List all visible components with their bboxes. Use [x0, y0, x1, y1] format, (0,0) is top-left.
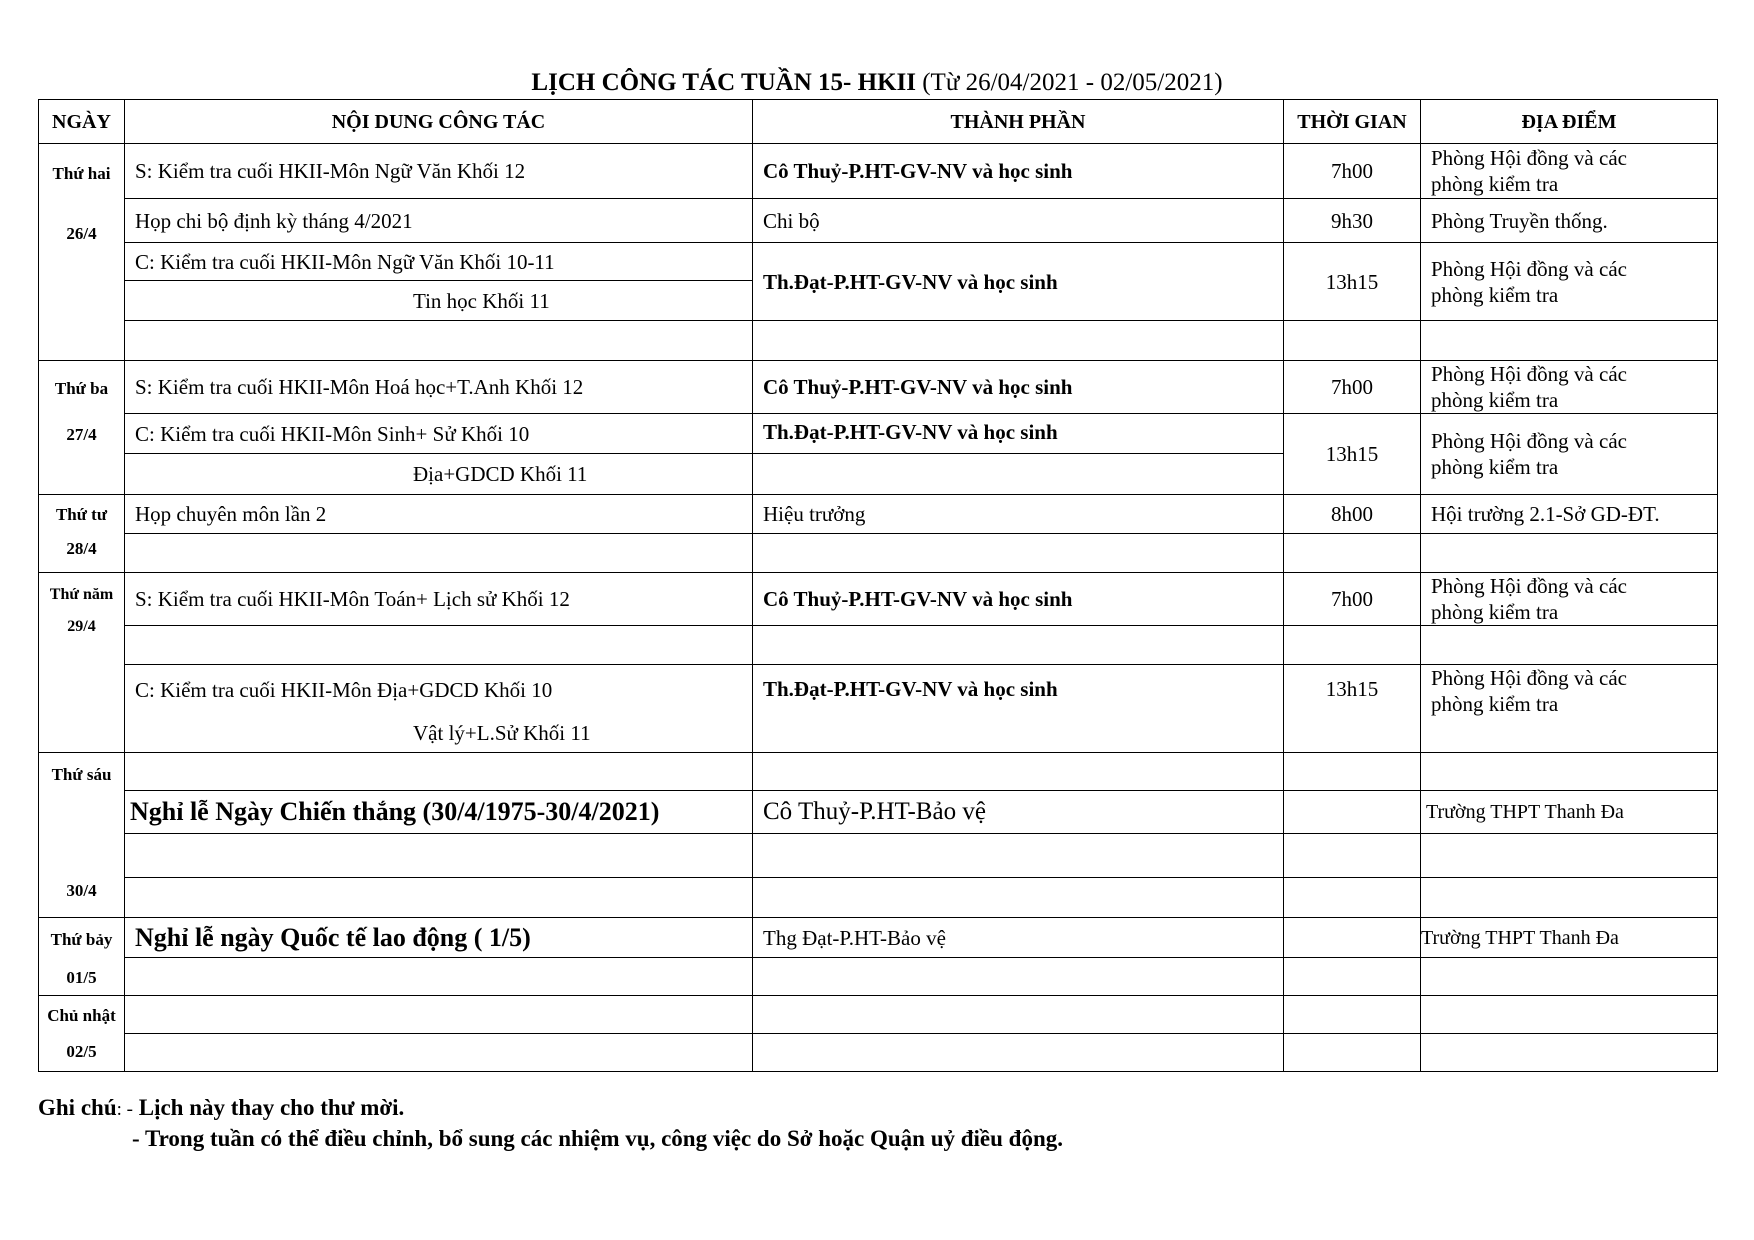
empty-cell — [1284, 321, 1421, 361]
table-row — [39, 414, 1718, 454]
day-cell-sun — [39, 996, 125, 1072]
note-line-2: - Trong tuần có thể điều chỉnh, bổ sung các nhiệm vụ, công việc do Sở hoặc Quận uỷ điều động. — [132, 1126, 1064, 1151]
empty-cell — [1421, 834, 1718, 878]
day-date: 28/4 — [66, 539, 97, 558]
place-line: Phòng Hội đồng và các — [1431, 574, 1627, 598]
place-line: phòng kiểm tra — [1431, 455, 1559, 479]
day-cell-mon — [39, 144, 125, 361]
place-cell: Trường THPT Thanh Đa — [1421, 918, 1718, 958]
place-cell — [1421, 665, 1718, 753]
day-name: Thứ ba — [54, 379, 109, 398]
empty-cell — [1284, 834, 1421, 878]
place-cell: Trường THPT Thanh Đa — [1421, 791, 1718, 834]
empty-cell — [1421, 958, 1718, 996]
table-row — [39, 791, 1718, 834]
time-cell: 7h00 — [1284, 573, 1421, 626]
page-title — [0, 68, 1754, 98]
place-line: phòng kiểm tra — [1431, 600, 1559, 624]
note-line-1 — [38, 1092, 404, 1126]
day-date: 02/5 — [66, 1042, 97, 1061]
day-cell-tue — [39, 361, 125, 495]
place-line: phòng kiểm tra — [1431, 692, 1559, 716]
time-cell: 13h15 — [1284, 243, 1421, 321]
day-name: Thứ năm — [49, 586, 114, 603]
place-line: phòng kiểm tra — [1431, 282, 1559, 307]
table-row — [39, 573, 1718, 626]
time-cell: 13h15 — [1284, 414, 1421, 495]
place-cell: Phòng Truyền thống. — [1421, 199, 1718, 243]
members-cell: Th.Đạt-P.HT-GV-NV và học sinh — [753, 665, 1284, 753]
place-line: Phòng Hội đồng và các — [1431, 429, 1627, 453]
content-cell: S: Kiểm tra cuối HKII-Môn Hoá học+T.Anh Khối 12 — [125, 361, 753, 414]
content-cell: C: Kiểm tra cuối HKII-Môn Ngữ Văn Khối 10-11 — [125, 243, 753, 281]
table-row — [39, 665, 1718, 715]
table-row — [39, 361, 1718, 414]
day-date: 29/4 — [67, 618, 96, 635]
table-row — [39, 144, 1718, 199]
empty-cell — [753, 753, 1284, 791]
empty-cell — [125, 834, 753, 878]
empty-cell — [1284, 918, 1421, 958]
day-cell-wed — [39, 495, 125, 573]
header-row — [39, 100, 1718, 144]
empty-cell — [125, 958, 753, 996]
empty-cell — [125, 534, 753, 573]
schedule-table — [38, 99, 1718, 1072]
table-row — [39, 878, 1718, 918]
empty-cell — [125, 878, 753, 918]
table-row — [39, 918, 1718, 958]
content-cell: Vật lý+L.Sử Khối 11 — [125, 715, 753, 753]
day-name: Thứ bảy — [50, 930, 113, 949]
empty-cell — [753, 834, 1284, 878]
empty-cell — [1284, 958, 1421, 996]
empty-cell — [753, 878, 1284, 918]
table-row — [39, 199, 1718, 243]
empty-cell — [1284, 626, 1421, 665]
empty-cell — [753, 1034, 1284, 1072]
time-cell: 8h00 — [1284, 495, 1421, 534]
place-line: phòng kiểm tra — [1431, 388, 1559, 412]
empty-cell — [1284, 753, 1421, 791]
place-cell: Hội trường 2.1-Sở GD-ĐT. — [1421, 495, 1718, 534]
day-name: Thứ sáu — [51, 765, 112, 784]
content-cell: S: Kiểm tra cuối HKII-Môn Toán+ Lịch sử Khối 12 — [125, 573, 753, 626]
empty-cell — [1421, 321, 1718, 361]
content-cell: S: Kiểm tra cuối HKII-Môn Ngữ Văn Khối 12 — [125, 144, 753, 199]
content-cell: Họp chuyên môn lần 2 — [125, 495, 753, 534]
content-cell: Địa+GDCD Khối 11 — [125, 454, 753, 495]
content-cell: C: Kiểm tra cuối HKII-Môn Sinh+ Sử Khối 10 — [125, 414, 753, 454]
empty-cell — [1284, 1034, 1421, 1072]
place-cell — [1421, 414, 1718, 495]
members-cell: Thg Đạt-P.HT-Bảo vệ — [753, 918, 1284, 958]
day-date: 27/4 — [66, 425, 97, 444]
content-cell: Nghỉ lễ Ngày Chiến thắng (30/4/1975-30/4/2021) — [125, 791, 753, 834]
table-row — [39, 996, 1718, 1034]
header-content: NỘI DUNG CÔNG TÁC — [125, 100, 753, 144]
empty-cell — [1421, 996, 1718, 1034]
empty-cell — [1421, 534, 1718, 573]
day-cell-fri — [39, 753, 125, 918]
place-cell — [1421, 361, 1718, 414]
day-cell-thu — [39, 573, 125, 753]
empty-cell — [1284, 534, 1421, 573]
empty-cell — [1284, 996, 1421, 1034]
empty-cell — [753, 996, 1284, 1034]
time-cell: 7h00 — [1284, 144, 1421, 199]
place-line: Phòng Hội đồng và các — [1431, 362, 1627, 386]
empty-cell — [753, 321, 1284, 361]
time-cell: 7h00 — [1284, 361, 1421, 414]
note-separator: : - — [116, 1099, 133, 1120]
day-date: 26/4 — [66, 224, 97, 243]
title-range: (Từ 26/04/2021 - 02/05/2021) — [922, 69, 1223, 96]
day-name: Thứ tư — [55, 505, 108, 524]
empty-cell — [125, 626, 753, 665]
members-cell: Cô Thuỷ-P.HT-GV-NV và học sinh — [753, 573, 1284, 626]
title-main: LỊCH CÔNG TÁC TUẦN 15- HKII — [531, 69, 916, 96]
note-label: Ghi chú — [38, 1095, 117, 1120]
table-row — [39, 1034, 1718, 1072]
header-time: THỜI GIAN — [1284, 100, 1421, 144]
members-cell: Th.Đạt-P.HT-GV-NV và học sinh — [753, 243, 1284, 321]
empty-cell — [1421, 878, 1718, 918]
table-row — [39, 534, 1718, 573]
place-cell — [1421, 573, 1718, 626]
time-cell: 13h15 — [1284, 665, 1421, 753]
place-line: Phòng Hội đồng và các — [1431, 256, 1627, 281]
empty-cell — [753, 534, 1284, 573]
day-date: 01/5 — [66, 968, 97, 987]
day-name: Chủ nhật — [47, 1006, 116, 1025]
content-cell: Họp chi bộ định kỳ tháng 4/2021 — [125, 199, 753, 243]
members-cell: Cô Thuỷ-P.HT-GV-NV và học sinh — [753, 144, 1284, 199]
table-row — [39, 321, 1718, 361]
empty-cell — [1284, 791, 1421, 834]
table-row — [39, 753, 1718, 791]
day-name: Thứ hai — [52, 164, 111, 183]
table-row — [39, 834, 1718, 878]
header-place: ĐỊA ĐIỂM — [1421, 100, 1718, 144]
empty-cell — [125, 753, 753, 791]
empty-cell — [1421, 626, 1718, 665]
table-row — [39, 243, 1718, 281]
table-row — [39, 958, 1718, 996]
empty-cell — [125, 321, 753, 361]
empty-cell — [753, 958, 1284, 996]
members-cell: Hiệu trưởng — [753, 495, 1284, 534]
place-cell — [1421, 144, 1718, 199]
place-line: phòng kiểm tra — [1431, 172, 1559, 196]
empty-cell — [1284, 878, 1421, 918]
content-cell: Tin học Khối 11 — [125, 281, 753, 321]
members-cell: Th.Đạt-P.HT-GV-NV và học sinh — [753, 414, 1284, 454]
table-row — [39, 626, 1718, 665]
empty-cell — [125, 996, 753, 1034]
header-members: THÀNH PHẦN — [753, 100, 1284, 144]
header-day: NGÀY — [39, 100, 125, 144]
content-cell: C: Kiểm tra cuối HKII-Môn Địa+GDCD Khối 10 — [125, 665, 753, 715]
empty-cell — [1421, 1034, 1718, 1072]
place-line: Phòng Hội đồng và các — [1431, 666, 1627, 690]
members-cell: Chi bộ — [753, 199, 1284, 243]
empty-cell — [1421, 753, 1718, 791]
empty-cell — [753, 626, 1284, 665]
day-date: 30/4 — [66, 881, 97, 900]
table-row — [39, 495, 1718, 534]
members-cell: Cô Thuỷ-P.HT-Bảo vệ — [753, 791, 1284, 834]
empty-cell — [753, 454, 1284, 495]
place-line: Phòng Hội đồng và các — [1431, 146, 1627, 170]
content-cell: Nghỉ lễ ngày Quốc tế lao động ( 1/5) — [125, 918, 753, 958]
day-cell-sat — [39, 918, 125, 996]
time-cell: 9h30 — [1284, 199, 1421, 243]
note-text-1: Lịch này thay cho thư mời. — [132, 1095, 405, 1120]
place-cell — [1421, 243, 1718, 321]
empty-cell — [125, 1034, 753, 1072]
members-cell: Cô Thuỷ-P.HT-GV-NV và học sinh — [753, 361, 1284, 414]
